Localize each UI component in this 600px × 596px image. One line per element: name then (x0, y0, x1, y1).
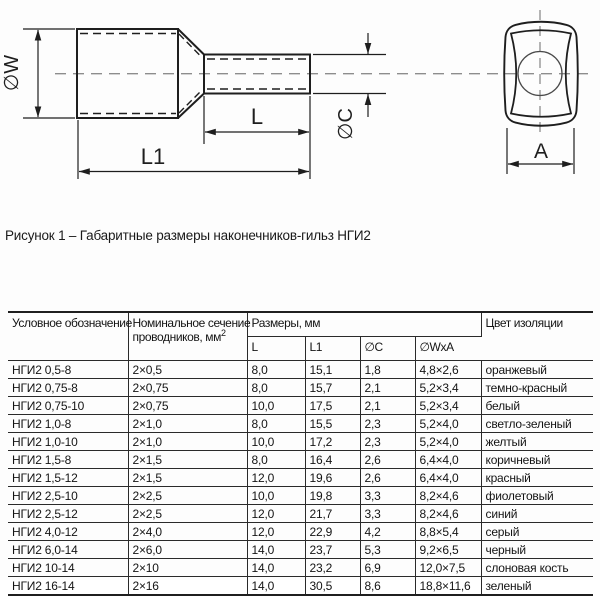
color-cell: красный (481, 469, 593, 487)
dim-l-cell: 12,0 (247, 469, 305, 487)
color-cell: серый (481, 523, 593, 541)
header-insulation-color: Цвет изоляции (481, 312, 593, 361)
cross-section-cell: 2×10 (128, 559, 247, 577)
dim-c-cell: 3,3 (360, 505, 415, 523)
dim-l1-cell: 22,9 (305, 523, 360, 541)
dim-l1-cell: 17,5 (305, 397, 360, 415)
dim-l-cell: 8,0 (247, 379, 305, 397)
dim-l-cell: 14,0 (247, 541, 305, 559)
dimension-a-label: A (533, 140, 549, 163)
designation-cell: НГИ2 0,5-8 (8, 361, 128, 379)
designation-cell: НГИ2 4,0-12 (8, 523, 128, 541)
color-cell: желтый (481, 433, 593, 451)
dimension-w-label: ∅W (1, 54, 23, 92)
dim-wxa-cell: 8,8×5,4 (415, 523, 481, 541)
taper-top (178, 29, 204, 55)
dim-c-cell: 2,6 (360, 469, 415, 487)
dim-c-cell: 3,3 (360, 487, 415, 505)
ferrule-dimensions-drawing (0, 2, 600, 207)
cross-section-cell: 2×1,0 (128, 433, 247, 451)
dim-wxa-cell: 4,8×2,6 (415, 361, 481, 379)
dim-l1-cell: 15,1 (305, 361, 360, 379)
table-row (8, 487, 593, 505)
table-row (8, 379, 593, 397)
dim-l-cell: 10,0 (247, 397, 305, 415)
table-row (8, 577, 593, 596)
color-cell: синий (481, 505, 593, 523)
dim-c-cell: 1,8 (360, 361, 415, 379)
designation-cell: НГИ2 2,5-12 (8, 505, 128, 523)
cross-section-cell: 2×1,0 (128, 415, 247, 433)
dim-wxa-cell: 12,0×7,5 (415, 559, 481, 577)
designation-cell: НГИ2 0,75-10 (8, 397, 128, 415)
dim-wxa-cell: 5,2×3,4 (415, 379, 481, 397)
dim-c-cell: 4,2 (360, 523, 415, 541)
dim-l1-cell: 17,2 (305, 433, 360, 451)
header-dim-l: L (247, 337, 305, 361)
color-cell: фиолетовый (481, 487, 593, 505)
cross-section-cell: 2×0,5 (128, 361, 247, 379)
cross-section-cell: 2×0,75 (128, 379, 247, 397)
header-designation: Условное обозначение (8, 312, 128, 361)
dim-l-cell: 8,0 (247, 415, 305, 433)
dim-l1-cell: 23,2 (305, 559, 360, 577)
dim-c-cell: 2,1 (360, 397, 415, 415)
cross-section-cell: 2×2,5 (128, 487, 247, 505)
table-row (8, 541, 593, 559)
dim-wxa-cell: 6,4×4,0 (415, 469, 481, 487)
dim-l-cell: 12,0 (247, 523, 305, 541)
dim-l-cell: 8,0 (247, 451, 305, 469)
header-dim-c: ∅C (360, 337, 415, 361)
dim-l-cell: 10,0 (247, 433, 305, 451)
dim-wxa-cell: 6,4×4,0 (415, 451, 481, 469)
ferrule-end-view (504, 10, 578, 135)
dim-l-cell: 8,0 (247, 361, 305, 379)
dim-wxa-cell: 9,2×6,5 (415, 541, 481, 559)
header-cross-section-line2: проводников, мм (132, 330, 221, 344)
dim-c-cell: 2,3 (360, 433, 415, 451)
header-cross-section-line1: Номинальное сечение (132, 316, 251, 330)
dim-c-cell: 2,6 (360, 451, 415, 469)
dim-c-cell: 8,6 (360, 577, 415, 596)
dim-wxa-cell: 5,2×3,4 (415, 397, 481, 415)
designation-cell: НГИ2 1,5-8 (8, 451, 128, 469)
color-cell: зеленый (481, 577, 593, 596)
table-row (8, 397, 593, 415)
cross-section-cell: 2×1,5 (128, 451, 247, 469)
spec-table (8, 311, 593, 596)
table-row (8, 451, 593, 469)
cross-section-cell: 2×4,0 (128, 523, 247, 541)
header-cross-section-sup: 2 (220, 328, 226, 338)
dim-l1-cell: 21,7 (305, 505, 360, 523)
spec-table-body (8, 361, 593, 596)
cross-section-cell: 2×0,75 (128, 397, 247, 415)
dim-wxa-cell: 8,2×4,6 (415, 487, 481, 505)
table-row (8, 559, 593, 577)
dimension-l1 (78, 120, 309, 179)
header-dim-wxa: ∅WxA (415, 337, 481, 361)
cross-section-cell: 2×1,5 (128, 469, 247, 487)
designation-cell: НГИ2 16-14 (8, 577, 128, 596)
dim-l1-cell: 30,5 (305, 577, 360, 596)
dim-c-cell: 6,9 (360, 559, 415, 577)
taper-hidden-top (179, 34, 202, 58)
cross-section-cell: 2×6,0 (128, 541, 247, 559)
dim-l1-cell: 15,7 (305, 379, 360, 397)
dim-c-cell: 5,3 (360, 541, 415, 559)
dim-l-cell: 14,0 (247, 559, 305, 577)
designation-cell: НГИ2 0,75-8 (8, 379, 128, 397)
color-cell: светло-зеленый (481, 415, 593, 433)
table-row (8, 505, 593, 523)
spec-table-header (8, 312, 593, 361)
color-cell: белый (481, 397, 593, 415)
header-cross-section (128, 312, 251, 361)
dim-l1-cell: 19,6 (305, 469, 360, 487)
dimension-c-label: ∅C (335, 108, 357, 140)
dim-l1-cell: 19,8 (305, 487, 360, 505)
cross-section-cell: 2×16 (128, 577, 247, 596)
dim-l1-cell: 16,4 (305, 451, 360, 469)
dim-wxa-cell: 5,2×4,0 (415, 433, 481, 451)
header-dimensions-group: Размеры, мм (247, 312, 481, 337)
designation-cell: НГИ2 1,0-10 (8, 433, 128, 451)
dimension-c (313, 33, 386, 117)
dim-wxa-cell: 18,8×11,6 (415, 577, 481, 596)
cross-section-cell: 2×2,5 (128, 505, 247, 523)
figure-caption: Рисунок 1 – Габаритные размеры наконечников-гильз НГИ2 (5, 228, 371, 243)
table-row (8, 433, 593, 451)
color-cell: слоновая кость (481, 559, 593, 577)
designation-cell: НГИ2 10-14 (8, 559, 128, 577)
designation-cell: НГИ2 1,5-12 (8, 469, 128, 487)
color-cell: темно-красный (481, 379, 593, 397)
dim-wxa-cell: 5,2×4,0 (415, 415, 481, 433)
designation-cell: НГИ2 6,0-14 (8, 541, 128, 559)
dim-c-cell: 2,1 (360, 379, 415, 397)
taper-bottom (178, 94, 204, 119)
designation-cell: НГИ2 2,5-10 (8, 487, 128, 505)
table-row (8, 523, 593, 541)
dim-c-cell: 2,3 (360, 415, 415, 433)
dim-l-cell: 10,0 (247, 487, 305, 505)
table-row (8, 415, 593, 433)
dim-wxa-cell: 8,2×4,6 (415, 505, 481, 523)
table-row (8, 469, 593, 487)
dim-l-cell: 14,0 (247, 577, 305, 596)
dim-l-cell: 12,0 (247, 505, 305, 523)
dimension-l1-label: L1 (140, 144, 166, 169)
header-dim-l1: L1 (305, 337, 360, 361)
dimension-l-label: L (250, 104, 264, 129)
dim-l1-cell: 15,5 (305, 415, 360, 433)
color-cell: черный (481, 541, 593, 559)
dim-l1-cell: 23,7 (305, 541, 360, 559)
table-row (8, 361, 593, 379)
color-cell: коричневый (481, 451, 593, 469)
taper-hidden-bottom (179, 90, 202, 113)
designation-cell: НГИ2 1,0-8 (8, 415, 128, 433)
dimension-w (23, 29, 75, 118)
color-cell: оранжевый (481, 361, 593, 379)
